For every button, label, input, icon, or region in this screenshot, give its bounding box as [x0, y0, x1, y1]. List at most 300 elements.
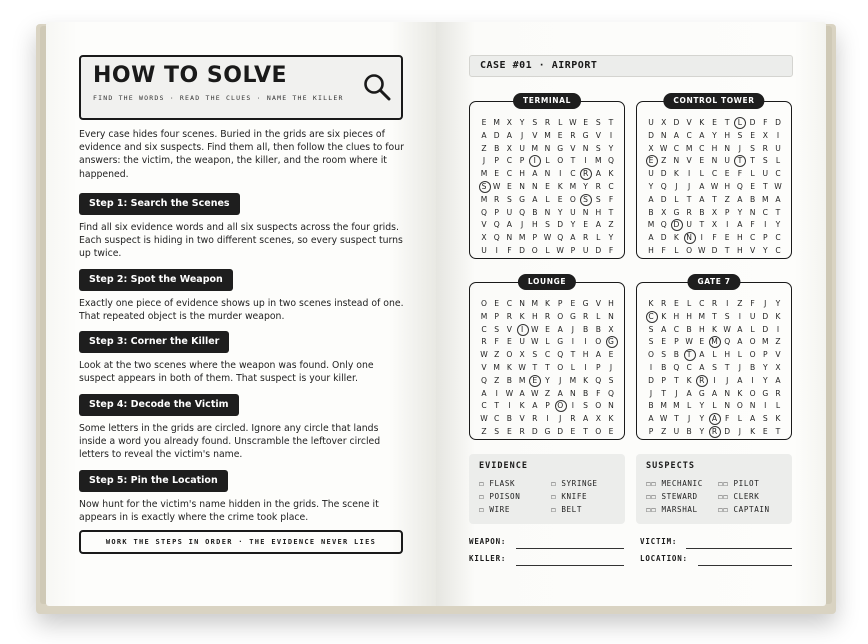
grid-letter[interactable]: I — [764, 220, 767, 230]
grid-letter[interactable]: I — [751, 375, 754, 385]
grid-letter[interactable]: N — [519, 182, 525, 191]
grid-letter[interactable]: C — [570, 169, 576, 179]
grid-letter[interactable]: P — [648, 427, 654, 436]
grid-letter[interactable]: M — [569, 182, 577, 191]
grid-letter[interactable]: H — [737, 233, 743, 243]
grid-letter[interactable]: T — [775, 207, 781, 217]
grid-letter[interactable]: A — [686, 388, 692, 398]
grid-letter[interactable]: W — [518, 363, 526, 372]
grid-letter[interactable]: I — [609, 130, 613, 140]
grid-letter[interactable]: S — [494, 427, 500, 436]
grid-letter[interactable]: N — [608, 311, 614, 321]
grid-letter[interactable]: E — [661, 337, 667, 347]
grid-letter[interactable]: Z — [661, 156, 667, 166]
grid-letter[interactable]: A — [532, 194, 538, 204]
grid-letter[interactable]: C — [775, 246, 781, 255]
evidence-item[interactable]: ☐ WIRE — [479, 505, 511, 514]
grid-letter[interactable]: Z — [608, 220, 614, 230]
grid-letter[interactable]: G — [582, 299, 589, 308]
grid-letter[interactable]: K — [648, 299, 654, 308]
suspect-item[interactable]: ☐☐ MARSHAL — [646, 505, 698, 514]
grid-letter[interactable]: T — [583, 427, 588, 436]
grid-letter[interactable]: M — [595, 156, 602, 166]
grid-letter[interactable]: O — [531, 246, 538, 255]
grid-letter[interactable]: I — [571, 337, 575, 347]
grid-letter[interactable]: I — [508, 401, 511, 411]
grid-letter[interactable]: N — [660, 130, 667, 140]
grid-letter[interactable]: M — [518, 233, 526, 243]
grid-letter[interactable]: W — [531, 388, 539, 398]
grid-letter[interactable]: A — [481, 130, 487, 140]
grid-letter[interactable]: D — [673, 118, 680, 127]
grid-letter[interactable]: F — [661, 246, 666, 255]
grid-letter[interactable]: E — [506, 182, 512, 191]
grid-letter[interactable]: L — [545, 194, 550, 204]
grid-letter[interactable]: P — [532, 233, 538, 243]
grid-letter[interactable]: X — [506, 143, 512, 153]
grid-letter[interactable]: C — [673, 143, 680, 153]
grid-letter[interactable]: A — [737, 337, 743, 347]
grid-letter[interactable]: S — [595, 194, 601, 204]
grid-letter[interactable]: A — [737, 324, 743, 334]
grid-letter[interactable]: R — [582, 233, 589, 243]
grid-letter[interactable]: U — [519, 143, 525, 153]
grid-letter[interactable]: J — [764, 299, 767, 308]
grid-letter[interactable]: C — [544, 350, 551, 360]
evidence-item[interactable]: ☐ KNIFE — [551, 492, 588, 501]
grid-letter[interactable]: S — [532, 118, 538, 127]
grid-letter[interactable]: O — [686, 246, 693, 255]
grid-letter[interactable]: C — [481, 401, 487, 411]
grid-letter[interactable]: U — [582, 246, 589, 255]
grid-letter[interactable]: J — [675, 388, 678, 398]
grid-letter[interactable]: Y — [775, 220, 781, 230]
grid-letter[interactable]: D — [648, 375, 654, 385]
grid-letter[interactable]: E — [557, 130, 563, 140]
grid-letter[interactable]: E — [583, 118, 588, 127]
grid-letter[interactable]: S — [494, 324, 500, 334]
grid-letter[interactable]: E — [494, 299, 500, 308]
grid-letter[interactable]: T — [724, 363, 730, 372]
grid-letter[interactable]: A — [506, 220, 512, 230]
suspect-item[interactable]: ☐☐ PILOT — [718, 479, 760, 488]
grid-letter[interactable]: X — [661, 207, 667, 217]
grid-letter[interactable]: O — [569, 194, 576, 204]
grid-letter[interactable]: C — [775, 233, 781, 243]
grid-letter[interactable]: D — [660, 233, 667, 243]
grid-letter[interactable]: E — [506, 427, 512, 436]
grid-letter[interactable]: J — [520, 130, 524, 140]
grid-letter[interactable]: V — [686, 118, 692, 127]
grid-letter[interactable]: P — [557, 299, 563, 308]
grid-letter[interactable]: A — [737, 375, 743, 385]
grid-letter[interactable]: S — [583, 401, 588, 411]
grid-letter[interactable]: P — [570, 246, 576, 255]
grid-letter[interactable]: P — [763, 233, 768, 243]
grid-letter[interactable]: O — [595, 427, 602, 436]
grid-letter[interactable]: S — [762, 156, 768, 166]
grid-letter[interactable]: A — [481, 388, 487, 398]
grid-letter[interactable]: C — [481, 324, 487, 334]
grid-letter[interactable]: T — [775, 427, 781, 436]
grid-letter[interactable]: S — [648, 324, 654, 334]
grid-letter[interactable]: W — [659, 143, 668, 153]
grid-letter[interactable]: L — [545, 156, 550, 166]
grid-letter[interactable]: R — [711, 299, 718, 308]
grid-letter[interactable]: A — [506, 130, 512, 140]
grid-letter[interactable]: E — [545, 324, 550, 334]
grid-letter[interactable]: A — [595, 169, 601, 179]
grid-letter[interactable]: M — [685, 143, 693, 153]
grid-letter[interactable]: D — [762, 311, 769, 321]
grid-letter[interactable]: Q — [736, 182, 743, 191]
grid-letter[interactable]: H — [686, 311, 692, 321]
grid-letter[interactable]: J — [520, 220, 524, 230]
grid-letter[interactable]: C — [775, 169, 781, 179]
grid-letter[interactable]: C — [686, 130, 692, 140]
grid-letter[interactable]: C — [762, 207, 768, 217]
grid-letter[interactable]: Q — [481, 375, 487, 385]
grid-letter[interactable]: Q — [557, 350, 564, 360]
grid-letter[interactable]: F — [750, 220, 755, 230]
grid-letter[interactable]: B — [595, 324, 601, 334]
evidence-item[interactable]: ☐ POISON — [479, 492, 521, 501]
grid-letter[interactable]: A — [737, 220, 743, 230]
grid-letter[interactable]: Y — [519, 118, 525, 127]
grid-letter[interactable]: F — [712, 233, 717, 243]
grid-letter[interactable]: P — [596, 363, 601, 372]
grid-letter[interactable]: I — [546, 414, 549, 424]
grid-letter[interactable]: T — [686, 194, 692, 204]
grid-letter[interactable]: N — [724, 143, 731, 153]
grid-letter[interactable]: H — [724, 130, 731, 140]
grid-letter[interactable]: R — [481, 337, 487, 347]
grid-letter[interactable]: W — [685, 337, 693, 347]
grid-letter[interactable]: C — [686, 363, 692, 372]
circled-letter[interactable]: R — [709, 425, 721, 438]
grid-letter[interactable]: A — [648, 194, 654, 204]
grid-letter[interactable]: S — [737, 130, 743, 140]
grid-letter[interactable]: C — [506, 299, 513, 308]
grid-letter[interactable]: A — [699, 130, 705, 140]
grid-letter[interactable]: M — [673, 401, 680, 411]
grid-letter[interactable]: Q — [724, 337, 731, 347]
grid-letter[interactable]: C — [494, 414, 500, 424]
grid-letter[interactable]: J — [649, 388, 653, 398]
grid-letter[interactable]: Y — [557, 207, 563, 217]
grid-letter[interactable]: O — [595, 337, 602, 347]
grid-letter[interactable]: D — [557, 220, 564, 230]
grid-letter[interactable]: P — [494, 311, 499, 321]
grid-letter[interactable]: D — [660, 169, 667, 179]
grid-letter[interactable]: V — [532, 130, 538, 140]
grid-letter[interactable]: Y — [570, 220, 576, 230]
circled-letter[interactable]: T — [683, 348, 695, 361]
grid-letter[interactable]: N — [519, 299, 525, 308]
grid-letter[interactable]: H — [724, 350, 731, 360]
grid-letter[interactable]: B — [661, 363, 667, 372]
grid-letter[interactable]: C — [699, 143, 705, 153]
grid-letter[interactable]: H — [608, 299, 614, 308]
grid-letter[interactable]: V — [749, 246, 756, 255]
grid-letter[interactable]: K — [712, 324, 717, 334]
grid-letter[interactable]: Z — [494, 350, 500, 360]
grid-letter[interactable]: U — [686, 220, 692, 230]
grid-letter[interactable]: Q — [493, 220, 500, 230]
grid-letter[interactable]: H — [673, 311, 680, 321]
grid-letter[interactable]: B — [582, 388, 589, 398]
grid-letter[interactable]: J — [687, 414, 691, 424]
grid-letter[interactable]: M — [762, 194, 769, 204]
grid-letter[interactable]: I — [559, 169, 562, 179]
grid-letter[interactable]: E — [545, 182, 550, 191]
grid-letter[interactable]: W — [492, 182, 501, 191]
grid-letter[interactable]: T — [674, 375, 679, 385]
grid-letter[interactable]: I — [584, 337, 587, 347]
grid-letter[interactable]: M — [660, 401, 667, 411]
grid-letter[interactable]: S — [608, 375, 614, 385]
grid-letter[interactable]: G — [519, 194, 526, 204]
grid-letter[interactable]: E — [557, 194, 563, 204]
grid-letter[interactable]: J — [482, 156, 486, 166]
grid-letter[interactable]: Q — [608, 388, 614, 398]
grid-letter[interactable]: E — [724, 233, 730, 243]
grid-letter[interactable]: V — [775, 350, 781, 360]
grid-letter[interactable]: C — [673, 324, 680, 334]
grid-letter[interactable]: Q — [660, 220, 667, 230]
grid-letter[interactable]: L — [596, 233, 601, 243]
grid-letter[interactable]: F — [725, 414, 730, 424]
grid-letter[interactable]: U — [648, 169, 654, 179]
grid-letter[interactable]: X — [711, 220, 718, 230]
grid-letter[interactable]: A — [661, 324, 667, 334]
grid-letter[interactable]: I — [495, 246, 498, 255]
grid-letter[interactable]: K — [673, 233, 679, 243]
grid-letter[interactable]: A — [557, 388, 563, 398]
grid-letter[interactable]: M — [531, 299, 539, 308]
grid-letter[interactable]: W — [710, 182, 719, 191]
grid-letter[interactable]: V — [506, 324, 512, 334]
grid-letter[interactable]: D — [711, 246, 718, 255]
grid-letter[interactable]: F — [763, 118, 768, 127]
circled-letter[interactable]: S — [478, 180, 490, 193]
circled-letter[interactable]: R — [696, 374, 708, 387]
grid-letter[interactable]: F — [494, 337, 499, 347]
grid-letter[interactable]: E — [712, 118, 717, 127]
grid-letter[interactable]: B — [648, 401, 654, 411]
grid-letter[interactable]: A — [595, 220, 601, 230]
grid-letter[interactable]: E — [494, 169, 500, 179]
grid-letter[interactable]: S — [750, 143, 755, 153]
grid-letter[interactable]: A — [557, 324, 563, 334]
grid-letter[interactable]: B — [532, 207, 538, 217]
grid-letter[interactable]: G — [582, 130, 589, 140]
suspect-item[interactable]: ☐☐ CLERK — [718, 492, 760, 501]
grid-letter[interactable]: A — [519, 388, 525, 398]
grid-letter[interactable]: K — [583, 375, 589, 385]
grid-letter[interactable]: Y — [545, 375, 550, 385]
grid-letter[interactable]: U — [648, 118, 654, 127]
grid-letter[interactable]: N — [544, 169, 551, 179]
grid-letter[interactable]: E — [699, 337, 705, 347]
grid-letter[interactable]: X — [506, 118, 512, 127]
grid-letter[interactable]: Y — [699, 427, 705, 436]
grid-letter[interactable]: N — [570, 388, 576, 398]
grid-letter[interactable]: E — [750, 130, 755, 140]
grid-letter[interactable]: T — [699, 220, 705, 230]
grid-letter[interactable]: T — [545, 363, 550, 372]
grid-letter[interactable]: A — [673, 130, 679, 140]
grid-letter[interactable]: I — [764, 401, 767, 411]
grid-letter[interactable]: W — [659, 414, 668, 424]
grid-letter[interactable]: U — [481, 246, 487, 255]
grid-letter[interactable]: W — [723, 324, 731, 334]
grid-letter[interactable]: B — [494, 143, 500, 153]
grid-letter[interactable]: S — [595, 143, 601, 153]
grid-letter[interactable]: L — [686, 401, 692, 411]
killer-answer-line[interactable] — [516, 565, 624, 566]
grid-letter[interactable]: R — [506, 311, 513, 321]
grid-letter[interactable]: F — [507, 246, 512, 255]
grid-letter[interactable]: P — [724, 207, 730, 217]
grid-letter[interactable]: P — [763, 350, 768, 360]
grid-letter[interactable]: I — [584, 156, 587, 166]
grid-letter[interactable]: T — [712, 311, 717, 321]
grid-letter[interactable]: L — [737, 350, 742, 360]
grid-letter[interactable]: T — [762, 182, 768, 191]
grid-letter[interactable]: Y — [737, 207, 743, 217]
grid-letter[interactable]: D — [595, 246, 602, 255]
grid-letter[interactable]: K — [608, 169, 614, 179]
grid-letter[interactable]: D — [775, 118, 781, 127]
grid-letter[interactable]: I — [738, 311, 742, 321]
grid-letter[interactable]: F — [750, 299, 755, 308]
grid-letter[interactable]: R — [661, 299, 667, 308]
grid-letter[interactable]: D — [648, 130, 654, 140]
grid-letter[interactable]: A — [699, 363, 705, 372]
grid-letter[interactable]: X — [608, 324, 614, 334]
grid-letter[interactable]: R — [544, 118, 551, 127]
grid-letter[interactable]: N — [724, 388, 731, 398]
grid-letter[interactable]: C — [711, 169, 718, 179]
grid-letter[interactable]: P — [545, 401, 550, 411]
grid-letter[interactable]: B — [673, 350, 679, 360]
grid-letter[interactable]: H — [724, 182, 731, 191]
grid-letter[interactable]: Q — [481, 207, 487, 217]
grid-letter[interactable]: V — [686, 156, 692, 166]
grid-letter[interactable]: D — [557, 427, 564, 436]
grid-letter[interactable]: Y — [608, 143, 614, 153]
grid-letter[interactable]: E — [506, 337, 512, 347]
grid-letter[interactable]: K — [775, 311, 781, 321]
grid-letter[interactable]: Y — [762, 363, 768, 372]
grid-letter[interactable]: S — [762, 414, 768, 424]
grid-letter[interactable]: W — [569, 118, 577, 127]
grid-letter[interactable]: P — [674, 337, 679, 347]
grid-letter[interactable]: M — [544, 130, 551, 140]
grid-letter[interactable]: L — [775, 401, 781, 411]
grid-letter[interactable]: P — [494, 156, 499, 166]
weapon-answer-line[interactable] — [516, 548, 624, 549]
grid-letter[interactable]: O — [506, 350, 513, 360]
grid-letter[interactable]: Y — [699, 414, 705, 424]
grid-letter[interactable]: F — [608, 246, 614, 255]
grid-letter[interactable]: S — [661, 350, 667, 360]
grid-letter[interactable]: N — [582, 143, 589, 153]
grid-letter[interactable]: H — [698, 324, 705, 334]
grid-letter[interactable]: X — [775, 363, 781, 372]
grid-letter[interactable]: S — [506, 194, 512, 204]
grid-letter[interactable]: A — [775, 375, 781, 385]
grid-letter[interactable]: Z — [775, 337, 781, 347]
grid-letter[interactable]: R — [686, 207, 692, 217]
grid-letter[interactable]: L — [674, 194, 679, 204]
grid-letter[interactable]: M — [493, 118, 500, 127]
grid-letter[interactable]: Y — [648, 182, 654, 191]
grid-letter[interactable]: K — [519, 311, 525, 321]
grid-letter[interactable]: D — [724, 427, 731, 436]
grid-letter[interactable]: T — [724, 118, 730, 127]
grid-letter[interactable]: J — [738, 427, 742, 436]
grid-letter[interactable]: Y — [762, 375, 768, 385]
grid-letter[interactable]: Z — [724, 194, 730, 204]
grid-letter[interactable]: Q — [608, 156, 614, 166]
grid-letter[interactable]: T — [570, 350, 576, 360]
grid-letter[interactable]: M — [762, 337, 769, 347]
grid-letter[interactable]: J — [687, 182, 691, 191]
grid-letter[interactable]: G — [569, 311, 576, 321]
grid-letter[interactable]: M — [698, 311, 706, 321]
grid-letter[interactable]: E — [750, 182, 755, 191]
grid-letter[interactable]: N — [544, 207, 551, 217]
grid-letter[interactable]: K — [750, 427, 756, 436]
grid-letter[interactable]: K — [673, 169, 679, 179]
grid-letter[interactable]: O — [595, 401, 602, 411]
grid-letter[interactable]: S — [712, 363, 717, 372]
circled-letter[interactable]: I — [516, 323, 528, 336]
grid-letter[interactable]: G — [557, 143, 564, 153]
grid-letter[interactable]: L — [570, 363, 575, 372]
grid-letter[interactable]: N — [749, 207, 756, 217]
grid-letter[interactable]: W — [480, 350, 488, 360]
grid-letter[interactable]: G — [673, 207, 680, 217]
grid-letter[interactable]: A — [737, 194, 743, 204]
circled-letter[interactable]: I — [529, 154, 541, 167]
grid-letter[interactable]: E — [699, 156, 705, 166]
grid-letter[interactable]: M — [518, 375, 526, 385]
grid-letter[interactable]: T — [532, 363, 538, 372]
grid-letter[interactable]: J — [559, 375, 562, 385]
grid-letter[interactable]: T — [570, 156, 576, 166]
grid-letter[interactable]: T — [608, 207, 614, 217]
grid-letter[interactable]: T — [661, 388, 666, 398]
grid-letter[interactable]: X — [648, 143, 654, 153]
grid-letter[interactable]: F — [596, 388, 601, 398]
circled-letter[interactable]: R — [580, 167, 592, 180]
grid-letter[interactable]: N — [506, 233, 513, 243]
grid-letter[interactable]: V — [595, 130, 601, 140]
grid-letter[interactable]: F — [737, 169, 743, 179]
grid-letter[interactable]: V — [595, 299, 601, 308]
circled-letter[interactable]: T — [734, 154, 746, 167]
grid-letter[interactable]: R — [519, 427, 525, 436]
grid-letter[interactable]: W — [531, 324, 539, 334]
grid-letter[interactable]: M — [647, 220, 655, 230]
grid-letter[interactable]: F — [608, 194, 614, 204]
grid-letter[interactable]: H — [519, 169, 525, 179]
grid-letter[interactable]: Q — [660, 182, 667, 191]
circled-letter[interactable]: E — [645, 154, 657, 167]
